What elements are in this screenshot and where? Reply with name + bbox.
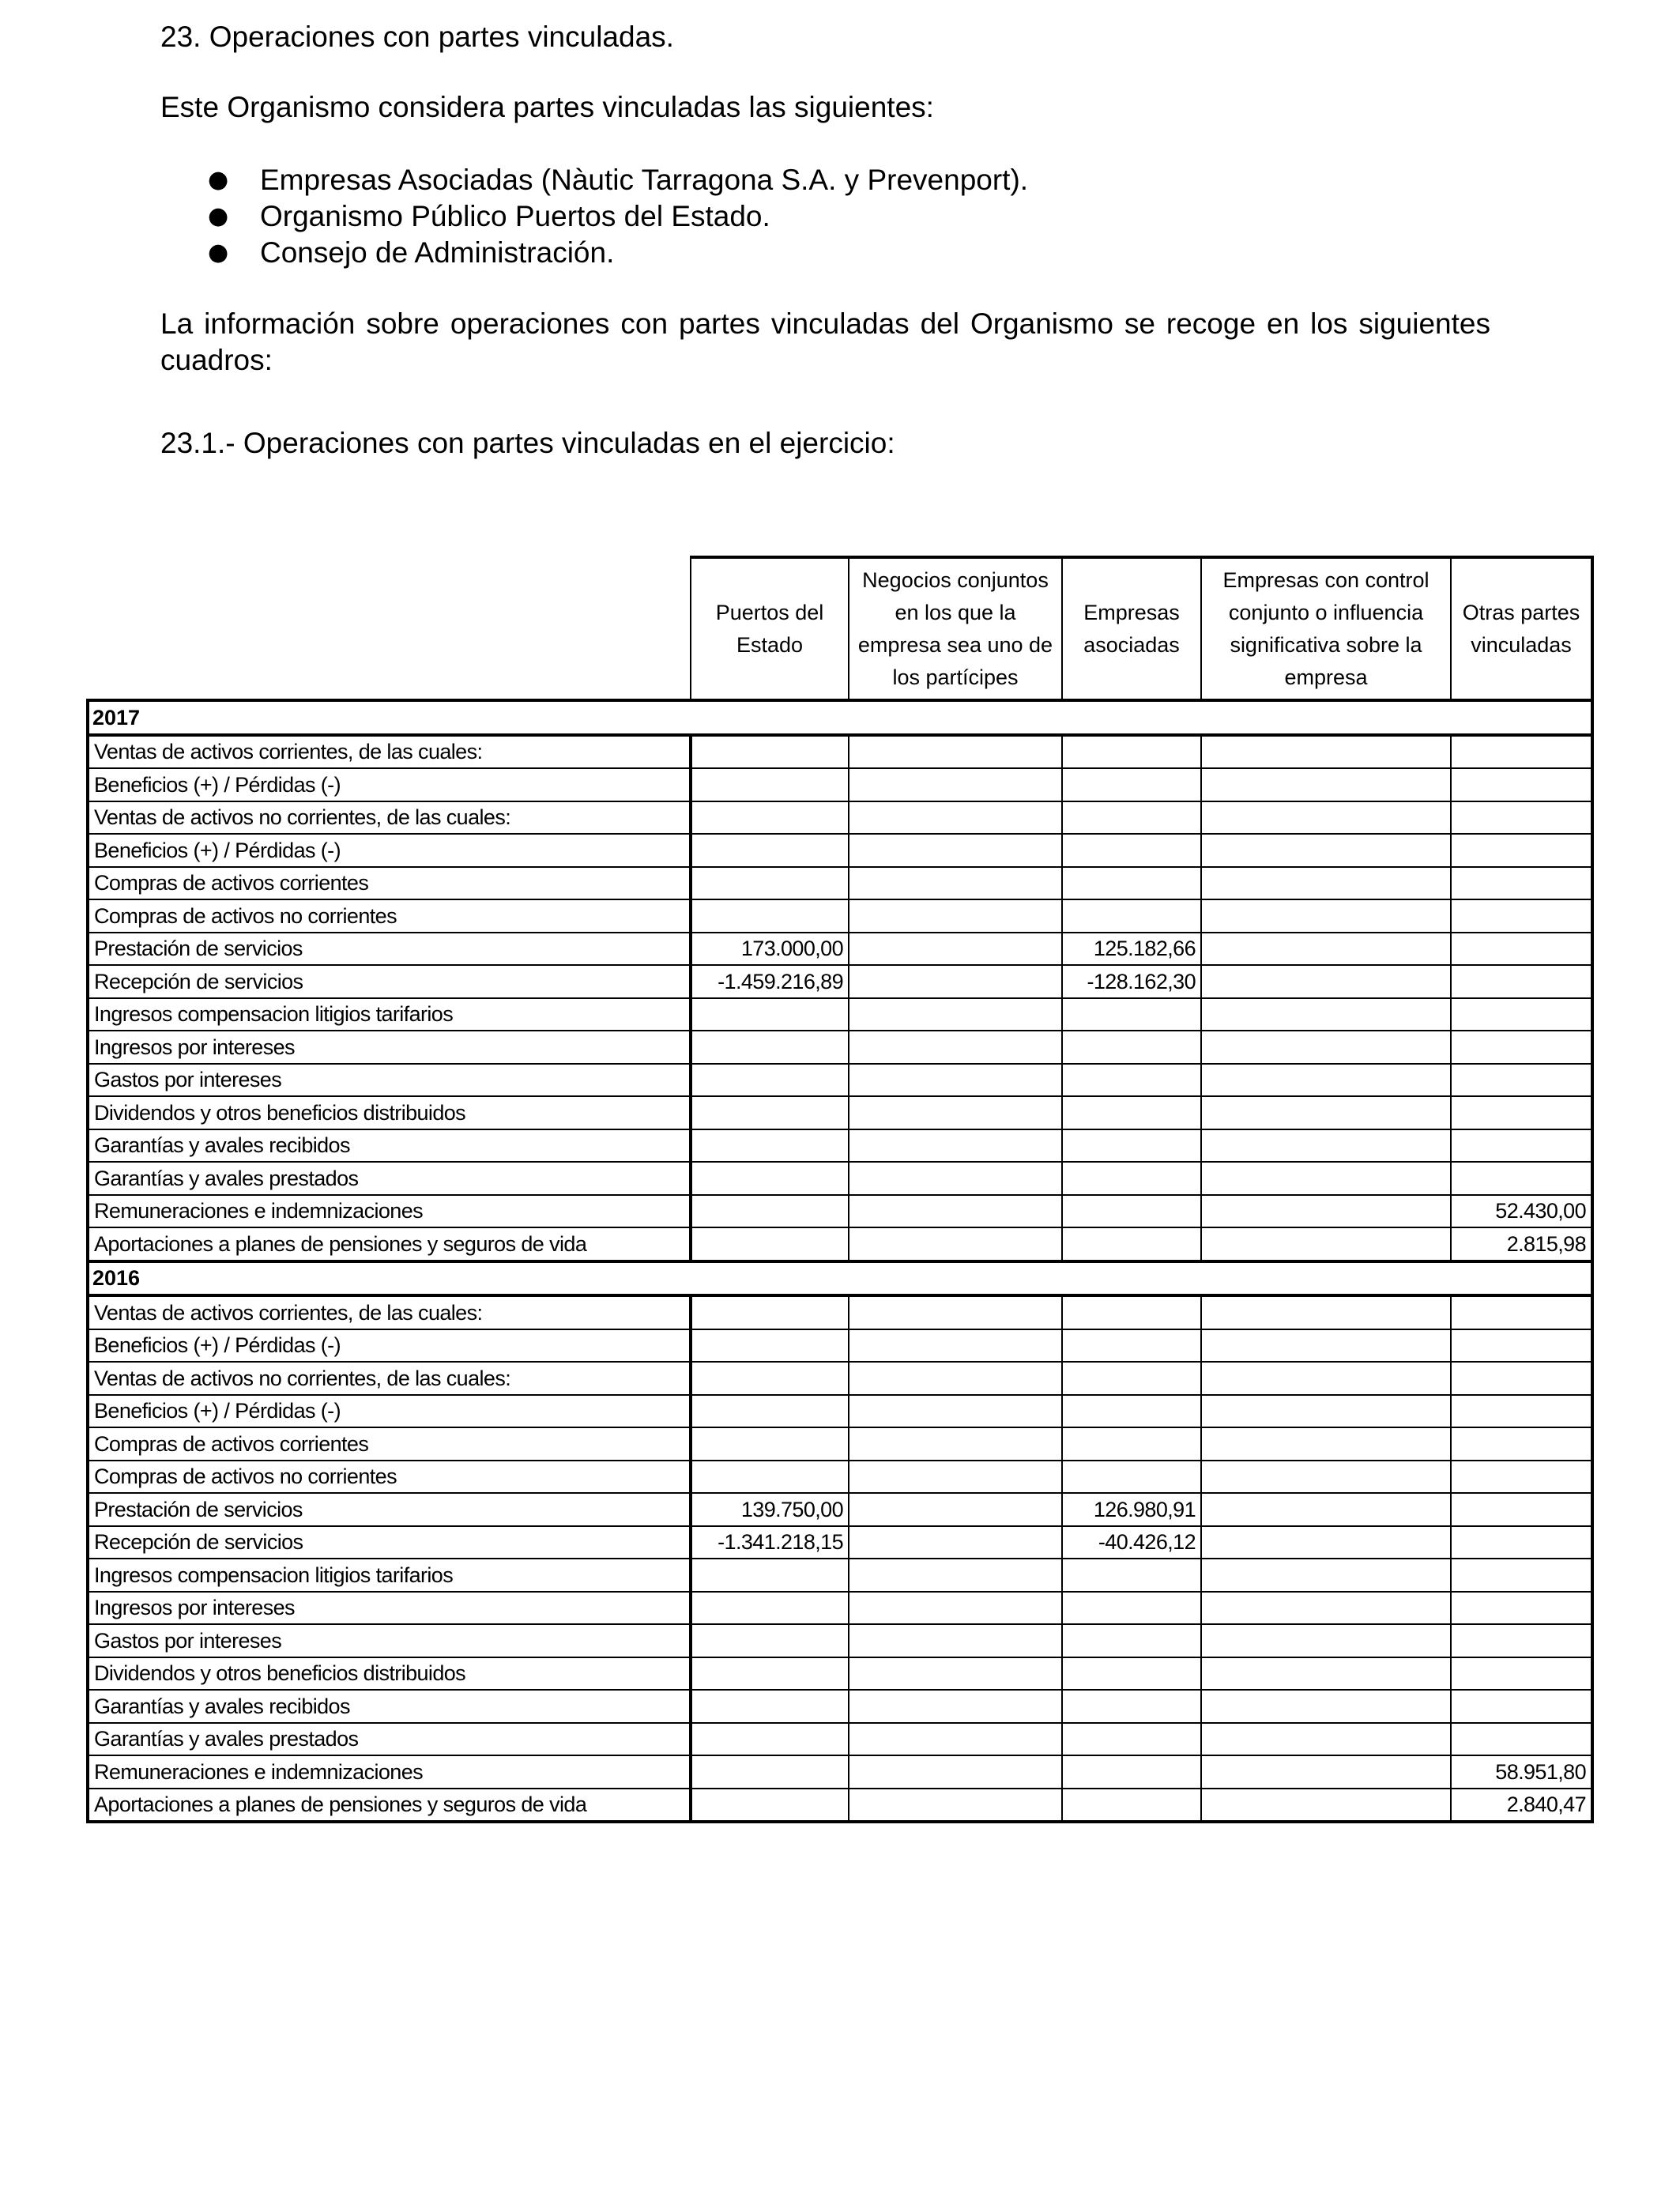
row-label: Aportaciones a planes de pensiones y seguros de vida — [88, 1789, 691, 1823]
value-cell — [849, 768, 1062, 801]
value-cell — [1201, 1195, 1451, 1228]
value-cell — [691, 1195, 849, 1228]
value-cell — [1451, 1162, 1592, 1195]
row-label: Prestación de servicios — [88, 1493, 691, 1526]
value-cell — [1451, 1096, 1592, 1129]
value-cell — [1201, 1227, 1451, 1261]
bullet-icon: ● — [208, 239, 229, 266]
table-row — [88, 801, 1592, 835]
value-cell — [1201, 1295, 1451, 1329]
value-cell — [691, 1723, 849, 1756]
row-label: Remuneraciones e indemnizaciones — [88, 1195, 691, 1228]
value-cell — [1062, 1559, 1201, 1592]
value-cell — [1201, 735, 1451, 769]
value-cell — [1201, 899, 1451, 933]
value-cell — [1451, 867, 1592, 900]
column-header: Otras partes vinculadas — [1451, 557, 1592, 700]
table-row — [88, 1526, 1592, 1559]
row-label: Ingresos por intereses — [88, 1031, 691, 1064]
value-cell — [691, 1031, 849, 1064]
column-header: Puertos del Estado — [691, 557, 849, 700]
value-cell — [1062, 735, 1201, 769]
value-cell — [849, 1329, 1062, 1363]
value-cell — [849, 1559, 1062, 1592]
value-cell — [1201, 1755, 1451, 1789]
year-label: 2017 — [88, 700, 1592, 735]
table-row — [88, 1129, 1592, 1163]
value-cell — [1451, 1723, 1592, 1756]
value-cell — [1201, 1789, 1451, 1823]
value-cell — [691, 1461, 849, 1494]
value-cell — [1451, 1624, 1592, 1657]
value-cell — [691, 834, 849, 867]
list-item-text: Empresas Asociadas (Nàutic Tarragona S.A. y Prevenport). — [260, 164, 1029, 196]
value-cell — [691, 1064, 849, 1097]
value-cell — [691, 801, 849, 835]
row-label: Garantías y avales recibidos — [88, 1129, 691, 1163]
value-cell: 2.840,47 — [1451, 1789, 1592, 1823]
value-cell — [1062, 1723, 1201, 1756]
row-label: Gastos por intereses — [88, 1064, 691, 1097]
value-cell — [1451, 1129, 1592, 1163]
table-row — [88, 1592, 1592, 1625]
value-cell — [1062, 768, 1201, 801]
value-cell — [1451, 1592, 1592, 1625]
intro-text: Este Organismo considera partes vinculadas las siguientes: — [160, 91, 934, 123]
value-cell — [1201, 998, 1451, 1031]
value-cell — [849, 965, 1062, 998]
value-cell — [1451, 1461, 1592, 1494]
value-cell — [1201, 965, 1451, 998]
value-cell — [1201, 867, 1451, 900]
table-row — [88, 1329, 1592, 1363]
row-label: Ventas de activos corrientes, de las cuales: — [88, 735, 691, 769]
list-item-text: Organismo Público Puertos del Estado. — [260, 200, 770, 232]
table-row — [88, 1789, 1592, 1823]
value-cell — [1451, 801, 1592, 835]
value-cell — [849, 735, 1062, 769]
value-cell — [1062, 1427, 1201, 1461]
value-cell — [849, 1162, 1062, 1195]
row-label: Prestación de servicios — [88, 933, 691, 966]
value-cell — [1201, 1461, 1451, 1494]
value-cell — [1451, 1329, 1592, 1363]
value-cell — [849, 1755, 1062, 1789]
table-row — [88, 1227, 1592, 1261]
value-cell — [691, 1162, 849, 1195]
value-cell — [1451, 1295, 1592, 1329]
value-cell — [849, 1427, 1062, 1461]
value-cell: 139.750,00 — [691, 1493, 849, 1526]
table-row — [88, 768, 1592, 801]
value-cell — [1201, 1129, 1451, 1163]
value-cell — [1201, 1657, 1451, 1691]
value-cell — [691, 899, 849, 933]
value-cell — [691, 735, 849, 769]
table-row — [88, 1755, 1592, 1789]
value-cell — [691, 1789, 849, 1823]
value-cell — [1062, 1789, 1201, 1823]
value-cell: 126.980,91 — [1062, 1493, 1201, 1526]
table-row — [88, 1493, 1592, 1526]
year-label: 2016 — [88, 1261, 1592, 1296]
value-cell — [1062, 1129, 1201, 1163]
value-cell — [1201, 1329, 1451, 1363]
table-row — [88, 834, 1592, 867]
value-cell — [1201, 834, 1451, 867]
table-row — [88, 1723, 1592, 1756]
header-empty-cell — [88, 557, 691, 700]
value-cell — [1062, 1227, 1201, 1261]
table-row — [88, 1195, 1592, 1228]
value-cell — [691, 1427, 849, 1461]
value-cell: -128.162,30 — [1062, 965, 1201, 998]
list-item — [160, 198, 1028, 235]
value-cell — [849, 1624, 1062, 1657]
row-label: Compras de activos no corrientes — [88, 1461, 691, 1494]
bullet-icon: ● — [208, 166, 229, 194]
value-cell — [849, 1657, 1062, 1691]
column-header: Empresas con control conjunto o influencia significativa sobre la empresa — [1201, 557, 1451, 700]
row-label: Garantías y avales prestados — [88, 1723, 691, 1756]
table-row — [88, 1657, 1592, 1691]
value-cell — [1451, 1690, 1592, 1723]
value-cell — [1062, 1755, 1201, 1789]
year-row — [88, 700, 1592, 735]
value-cell — [1062, 1031, 1201, 1064]
row-label: Aportaciones a planes de pensiones y seguros de vida — [88, 1227, 691, 1261]
table-row — [88, 1031, 1592, 1064]
row-label: Remuneraciones e indemnizaciones — [88, 1755, 691, 1789]
value-cell: 58.951,80 — [1451, 1755, 1592, 1789]
list-item — [160, 235, 1028, 271]
row-label: Ventas de activos no corrientes, de las cuales: — [88, 1362, 691, 1395]
value-cell — [1201, 1395, 1451, 1428]
value-cell — [849, 1362, 1062, 1395]
value-cell — [1451, 1493, 1592, 1526]
value-cell — [1451, 1526, 1592, 1559]
value-cell — [1451, 735, 1592, 769]
value-cell — [691, 1690, 849, 1723]
value-cell — [849, 1031, 1062, 1064]
value-cell — [849, 1493, 1062, 1526]
row-label: Garantías y avales recibidos — [88, 1690, 691, 1723]
table-row — [88, 998, 1592, 1031]
value-cell — [849, 1295, 1062, 1329]
value-cell — [849, 1129, 1062, 1163]
value-cell — [849, 1526, 1062, 1559]
value-cell — [1451, 834, 1592, 867]
value-cell — [849, 1690, 1062, 1723]
value-cell — [849, 1096, 1062, 1129]
value-cell — [1062, 899, 1201, 933]
value-cell — [1201, 1624, 1451, 1657]
value-cell — [1451, 1064, 1592, 1097]
value-cell — [1062, 1064, 1201, 1097]
value-cell — [1451, 1362, 1592, 1395]
value-cell — [1451, 1559, 1592, 1592]
section-heading: 23. Operaciones con partes vinculadas. — [160, 21, 674, 53]
value-cell: 2.815,98 — [1451, 1227, 1592, 1261]
table-row — [88, 1624, 1592, 1657]
row-label: Compras de activos corrientes — [88, 1427, 691, 1461]
value-cell — [1201, 1592, 1451, 1625]
value-cell — [1062, 1624, 1201, 1657]
value-cell — [1201, 801, 1451, 835]
value-cell — [1201, 1427, 1451, 1461]
value-cell — [691, 1592, 849, 1625]
value-cell — [1201, 1493, 1451, 1526]
year-row — [88, 1261, 1592, 1296]
value-cell: 52.430,00 — [1451, 1195, 1592, 1228]
value-cell — [1062, 1592, 1201, 1625]
value-cell — [1451, 998, 1592, 1031]
value-cell — [1201, 768, 1451, 801]
row-label: Compras de activos corrientes — [88, 867, 691, 900]
value-cell — [1201, 1559, 1451, 1592]
table-row — [88, 1362, 1592, 1395]
value-cell — [1201, 1031, 1451, 1064]
value-cell — [1062, 1657, 1201, 1691]
row-label: Garantías y avales prestados — [88, 1162, 691, 1195]
row-label: Ingresos compensacion litigios tarifarios — [88, 1559, 691, 1592]
value-cell — [691, 998, 849, 1031]
value-cell — [849, 801, 1062, 835]
row-label: Recepción de servicios — [88, 965, 691, 998]
value-cell — [849, 1789, 1062, 1823]
value-cell — [691, 1395, 849, 1428]
value-cell — [691, 867, 849, 900]
value-cell — [849, 899, 1062, 933]
value-cell: -1.459.216,89 — [691, 965, 849, 998]
row-label: Beneficios (+) / Pérdidas (-) — [88, 768, 691, 801]
value-cell — [1451, 933, 1592, 966]
list-item — [160, 162, 1028, 198]
value-cell — [849, 1723, 1062, 1756]
table-row — [88, 735, 1592, 769]
value-cell — [1201, 1162, 1451, 1195]
row-label: Beneficios (+) / Pérdidas (-) — [88, 1395, 691, 1428]
value-cell: -40.426,12 — [1062, 1526, 1201, 1559]
value-cell — [849, 834, 1062, 867]
value-cell: 125.182,66 — [1062, 933, 1201, 966]
table-row — [88, 1064, 1592, 1097]
table-row — [88, 1427, 1592, 1461]
value-cell — [849, 1064, 1062, 1097]
list-item-text: Consejo de Administración. — [260, 236, 615, 269]
value-cell — [1201, 933, 1451, 966]
value-cell — [1201, 1064, 1451, 1097]
value-cell — [691, 1227, 849, 1261]
table-row — [88, 867, 1592, 900]
value-cell — [691, 1559, 849, 1592]
column-header: Empresas asociadas — [1062, 557, 1201, 700]
row-label: Dividendos y otros beneficios distribuidos — [88, 1096, 691, 1129]
row-label: Beneficios (+) / Pérdidas (-) — [88, 1329, 691, 1363]
table-row — [88, 1461, 1592, 1494]
value-cell — [1062, 1362, 1201, 1395]
value-cell — [849, 1195, 1062, 1228]
value-cell — [1062, 998, 1201, 1031]
value-cell — [849, 1227, 1062, 1261]
value-cell — [1201, 1690, 1451, 1723]
table-row — [88, 1096, 1592, 1129]
value-cell — [849, 998, 1062, 1031]
value-cell — [1062, 1295, 1201, 1329]
value-cell — [691, 1755, 849, 1789]
value-cell — [691, 1362, 849, 1395]
related-party-operations-table — [86, 556, 1594, 1823]
value-cell — [1201, 1096, 1451, 1129]
value-cell — [1451, 768, 1592, 801]
row-label: Ingresos compensacion litigios tarifarios — [88, 998, 691, 1031]
subsection-heading: 23.1.- Operaciones con partes vinculadas en el ejercicio: — [160, 427, 895, 459]
value-cell — [1451, 899, 1592, 933]
value-cell — [849, 933, 1062, 966]
info-paragraph: La información sobre operaciones con partes vinculadas del Organismo se recoge en los siguientes cuadros: — [160, 307, 1490, 376]
value-cell: 173.000,00 — [691, 933, 849, 966]
value-cell — [691, 1129, 849, 1163]
value-cell — [849, 1461, 1062, 1494]
value-cell — [1062, 1461, 1201, 1494]
value-cell — [1062, 1690, 1201, 1723]
row-label: Ventas de activos corrientes, de las cuales: — [88, 1295, 691, 1329]
table-row — [88, 965, 1592, 998]
value-cell — [1451, 1657, 1592, 1691]
table-header-row — [88, 557, 1592, 700]
related-parties-list — [160, 162, 1028, 271]
column-header: Negocios conjuntos en los que la empresa sea uno de los partícipes — [849, 557, 1062, 700]
value-cell — [1451, 1427, 1592, 1461]
value-cell — [1451, 965, 1592, 998]
value-cell — [1062, 801, 1201, 835]
value-cell — [1451, 1395, 1592, 1428]
value-cell — [1062, 1162, 1201, 1195]
row-label: Beneficios (+) / Pérdidas (-) — [88, 834, 691, 867]
table-row — [88, 933, 1592, 966]
value-cell — [1062, 834, 1201, 867]
row-label: Compras de activos no corrientes — [88, 899, 691, 933]
value-cell — [1201, 1723, 1451, 1756]
value-cell — [849, 1592, 1062, 1625]
value-cell — [1062, 867, 1201, 900]
table-row — [88, 1559, 1592, 1592]
value-cell — [1062, 1395, 1201, 1428]
value-cell — [691, 1295, 849, 1329]
value-cell — [1062, 1329, 1201, 1363]
table-row — [88, 1395, 1592, 1428]
table-row — [88, 1690, 1592, 1723]
value-cell — [691, 1657, 849, 1691]
row-label: Gastos por intereses — [88, 1624, 691, 1657]
bullet-icon: ● — [208, 202, 229, 230]
value-cell — [691, 1096, 849, 1129]
value-cell — [691, 768, 849, 801]
value-cell — [691, 1624, 849, 1657]
row-label: Recepción de servicios — [88, 1526, 691, 1559]
value-cell — [849, 1395, 1062, 1428]
value-cell — [849, 867, 1062, 900]
table-row — [88, 1295, 1592, 1329]
row-label: Ventas de activos no corrientes, de las cuales: — [88, 801, 691, 835]
value-cell — [1201, 1362, 1451, 1395]
row-label: Dividendos y otros beneficios distribuidos — [88, 1657, 691, 1691]
table-row — [88, 1162, 1592, 1195]
value-cell — [691, 1329, 849, 1363]
value-cell — [1062, 1096, 1201, 1129]
value-cell — [1451, 1031, 1592, 1064]
value-cell — [1201, 1526, 1451, 1559]
table-row — [88, 899, 1592, 933]
value-cell: -1.341.218,15 — [691, 1526, 849, 1559]
row-label: Ingresos por intereses — [88, 1592, 691, 1625]
value-cell — [1062, 1195, 1201, 1228]
